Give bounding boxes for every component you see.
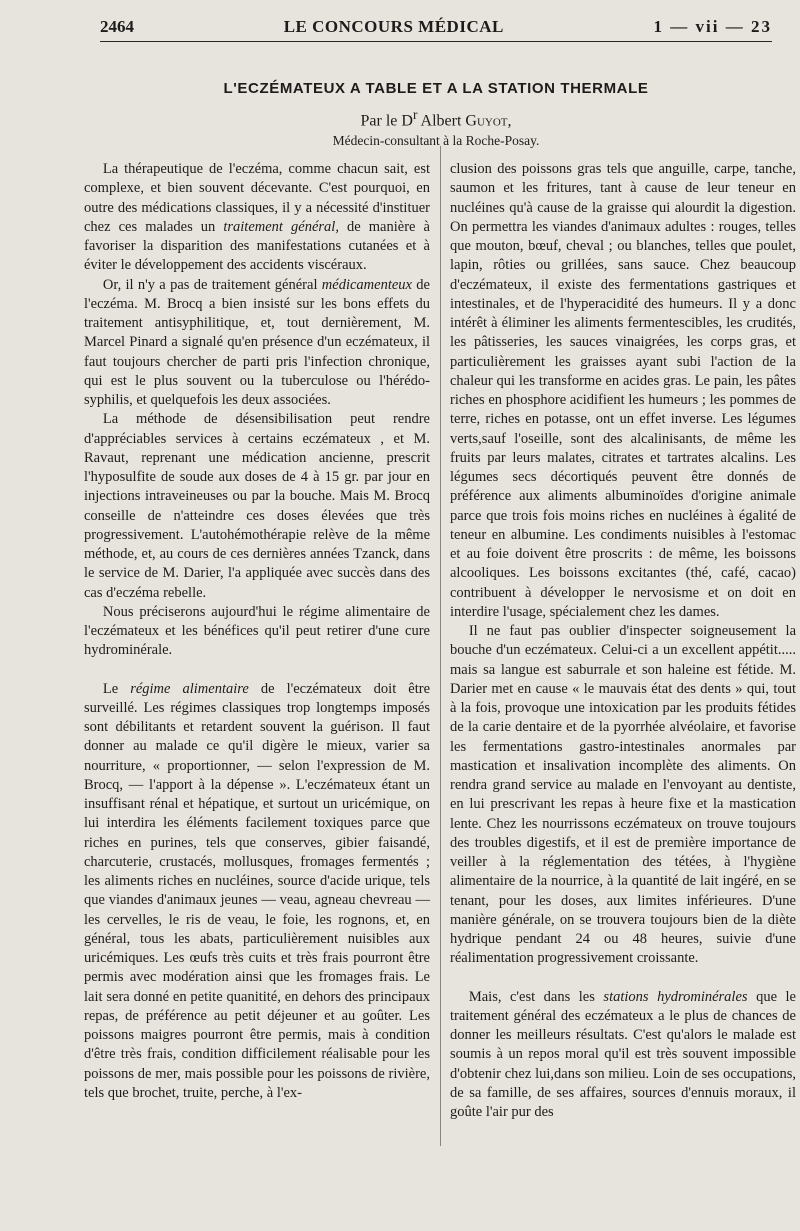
paragraph: La thérapeutique de l'eczéma, comme chacun sait, est complexe, et bien souvent décevante. C'est pourquoi, en outre des médications classiques, il y a nécessité d'instituer chez ces malades un traitement général, de manière à favoriser la disparition des manifestations cutanées et à éviter le développement des accidents viscéraux. [84,161,430,274]
paragraph: Nous préciserons aujourd'hui le régime alimentaire de l'eczémateux et les bénéfices qu'il peut retirer d'une cure hydrominérale. [84,603,430,659]
right-column [450,160,796,1122]
paragraph: Or, il n'y a pas de traitement général médicamenteux de l'eczéma. M. Brocq a bien insisté sur les bons effets du traitement antisyphilitique, et, tout dernièrement, M. Marcel Pinard a signalé qu'en présence d'un eczémateux, il faut toujours chercher de parti pris l'infection chronique, qui est le plus souvent ou la tuberculose ou l'hérédo-syphilis, et quelquefois les deux associées. [84,276,430,408]
paragraph: Il ne faut pas oublier d'inspecter soigneusement la bouche d'un eczémateux. Celui-ci a un excellent appétit..... mais sa langue est saburrale et son haleine est fétide. M. Darier met en cause « le mauvais état des dents » qui, tout à la fois, provoque une intoxication par les produits fétides de la carie dentaire et de la pyorrhée alvéolaire, et favorise les fermentations gastro-intestinales anormales par mastication et insalivation incomplète des aliments. On rendra grand service au malade en l'envoyant au dentiste, en lui prescrivant les repas à heure fixe et la mastication lente. Chez les nourrissons eczémateux on trouve toujours des troubles digestifs, et il est de première importance de veiller à la réglementation des tétées, à l'hygiène alimentaire de la nourrice, à la quantité de lait ingéré, en se tenant, pour les doses, aux limites inférieures. D'une manière générale, on se trouvera toujours bien de la diète hydrique pendant 24 ou 48 heures, suivie d'une réalimentation progressivement croissante. [450,623,796,967]
author-last-name: Guyot, [465,112,512,130]
byline [100,107,772,130]
journal-title: LE CONCOURS MÉDICAL [283,17,504,36]
paragraph: Mais, c'est dans les stations hydrominérales que le traitement général des eczémateux a le plus de chances de donner les meilleurs résultats. C'est qu'alors le malade est soumis à un repos moral qu'il est très souvent impossible d'obtenir chez lui,dans son milieu. Loin de ses occupations, de sa famille, de ses affaires, sources d'ennuis moraux, il goûte l'air pur des [450,988,796,1120]
paragraph: clusion des poissons gras tels que anguille, carpe, tanche, saumon et les fritures, tant à cause de leur teneur en nucléines qu'à cause de la graisse qui alourdit la digestion. On permettra les viandes d'animaux adultes : rouges, telles que mouton, bœuf, cheval ; ou blanches, telles que poulet, lapin, rôties ou grillées, sans sauce. Chez beaucoup d'eczémateux, il existe des fermentations gastriques et intestinales, et de l'hyperacidité des humeurs. Il y a donc intérêt à éliminer les aliments fermentescibles, les crudités, les pâtisseries, les sauces vinaigrées, les corps gras, et particulièrement les graisses ayant subi l'action de la chaleur qui les transforme en acides gras. Le pain, les pâtes riches en phosphore acidifient les humeurs ; les pommes de terre, riches en potasse, ont un effet inverse. Les légumes verts,sauf l'oseille, sont des alcalinisants, de même les fruits par leurs malates, citrates et tartrates alcalins. Les légumes secs décortiqués peuvent être donnés de préférence aux aliments albuminoïdes d'origine animale parce que trois fois moins riches en nucléines à égalité de teneur en albumine. Les condiments nuisibles à l'estomac et au foie doivent être proscrits : de même, les boissons alcooliques. Les boissons excitantes (thé, café, cacao) contribuent à développer le nervosisme et on doit en interdire l'usage, spécialement chez les dames. [450,161,796,620]
byline-sup: r [412,107,418,122]
column-divider [440,146,441,1146]
running-head [100,14,772,40]
paragraph: La méthode de désensibilisation peut rendre d'appréciables services à certains eczémateux , et M. Ravaut, reprenant une médication ancienne, prescrit l'hyposulfite de soude aux doses de 4 à 15 gr. par jour en injections intraveineuses ou par la bouche. Mais M. Brocq conseille de n'atteindre ces doses élevées que très progressivement. L'autohémothérapie relève de la même méthode, et, au cours de ces dernières années Tzanck, dans le service de M. Darier, l'a appliquée avec succès dans des cas d'eczéma rebelle. [84,411,430,601]
paragraph: Le régime alimentaire de l'eczémateux doit être surveillé. Les régimes classiques trop longtemps imposés sont débilitants et retardent souvent la guérison. Il faut donner au malade ce qu'il digère le mieux, varier sa nourriture, « proportionner, — selon l'expression de M. Brocq, — l'apport à la dépense ». L'eczémateux étant un insuffisant rénal et hépatique, et surtout un uricémique, on lui interdira les éléments facilement toxiques parce que riches en purines, tels que conserves, gibier faisandé, charcuterie, crustacés, mollusques, fromages fermentés ; les aliments riches en nucléines, source d'acide urique, tels que viandes d'animaux jeunes — veau, agneau chevreau — les cervelles, le ris de veau, le foie, les rognons, et, en général, tous les abats, particulièrement nuisibles aux uricémiques. Les œufs très cuits et très frais pourront être permis avec modération ainsi que les fromages frais. Le lait sera donné en petite quanitité, en dehors des principaux repas, de préférence au petit déjeuner et au goûter. Les poissons maigres pourront être permis, mais à condition d'être très frais, condition difficilement réalisable pour les poissons de mer, mais possible pour les poissons de rivière, tels que brochet, truite, perche, à l'ex- [84,680,431,1101]
left-column [84,160,430,1103]
page-number: 2464 [100,17,134,36]
author-first-name: Albert [420,112,462,130]
author-affiliation: Médecin-consultant à la Roche-Posay. [332,133,540,148]
header-rule [100,41,772,42]
byline-prefix: Par le D [360,112,413,130]
issue-date: 1 — vii — 23 [653,17,772,36]
article-title: L'ECZÉMATEUX A TABLE ET A LA STATION THERMALE [223,80,649,97]
